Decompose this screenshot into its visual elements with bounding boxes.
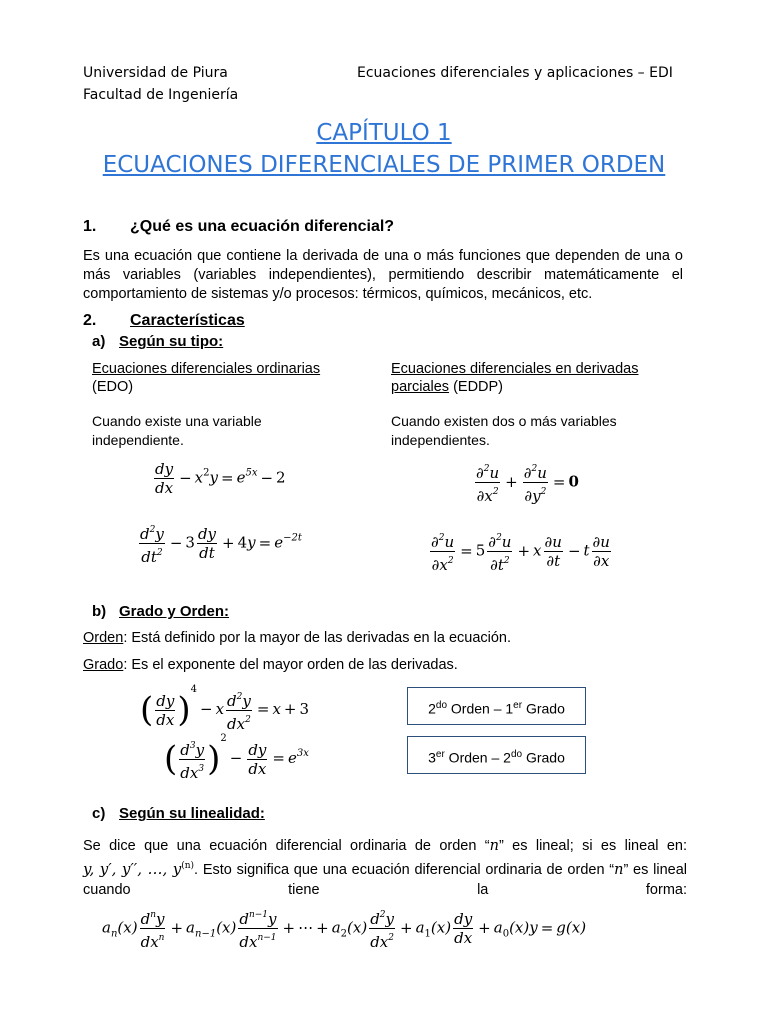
edo-title: Ecuaciones diferenciales ordinarias bbox=[92, 361, 321, 377]
section2b-label: b) bbox=[92, 603, 107, 620]
section2c-label: c) bbox=[92, 805, 106, 822]
edo-equation-2: $\frac{d^2y}{dt^2}$ − 3 $\frac{dy}{dt}$ + $4y = e^{-2t}$ bbox=[140, 525, 302, 566]
eddp-equation-1: $\frac{\partial^2u}{\partial x^2}$ + $\frac{\partial^2u}{\partial y^2}$ = 0 bbox=[476, 464, 579, 505]
eddp-equation-2: $\frac{\partial^2u}{\partial x^2}$ = 5 $\frac{\partial^2u}{\partial t^2}$ + x $\frac{\partial u}{\partial t}$ − t $\frac{\partial u}{\partial x}$ bbox=[431, 533, 610, 574]
section1-text: Es una ecuación que contiene la derivada de una o más funciones que dependen de una o más variables (variables independientes), permitiendo describir matemáticamente el comportamiento de sistemas y/o procesos: térmicos, químicos, mecánicos, etc. bbox=[83, 248, 683, 302]
order-degree-box-2: 3er Orden – $2^{do}$ Grado bbox=[407, 736, 586, 774]
edo-desc: Cuando existe una variable independiente. bbox=[92, 413, 262, 448]
edo-equation-1: $\frac{dy}{dx}$ − $x^2y = e^{5x} - 2$ bbox=[155, 460, 286, 497]
chapter-title: ECUACIONES DIFERENCIALES DE PRIMER ORDEN bbox=[102, 152, 666, 178]
section2a-label: a) bbox=[92, 333, 106, 350]
header-university: Universidad de Piura bbox=[83, 65, 228, 81]
grado-definition: Grado: Es el exponente del mayor orden de las derivadas. bbox=[83, 657, 458, 673]
eddp-title-2: parciales (EDDP) bbox=[391, 379, 504, 395]
linearity-text: Se dice que una ecuación diferencial ordinaria de orden “n” es lineal; si es lineal en: y, y′, y′′, …, $y^{(n)}$. Esto significa que una ecuación diferencial ordinaria de orden “n” es lineal cuando tiene la forma: bbox=[83, 838, 687, 898]
header-faculty: Facultad de Ingeniería bbox=[83, 87, 239, 103]
grado-equation-1: ( $\frac{dy}{dx}$ )$^4$− x $\frac{d^2y}{dx^2}$ = x + 3 bbox=[140, 684, 310, 733]
linear-ode-general-form: $a_n(x)$ $\frac{d^ny}{dx^n}$ + $a_{n-1}(x)$ $\frac{d^{n-1}y}{dx^{n-1}}$ + ⋯ + $a_2(x)$ $\frac{d^2y}{dx^2}$ + $a_1(x)$ $\frac{dy}{dx}$ + $a_0(x)y = g(x)$ bbox=[102, 910, 587, 951]
section1-heading: ¿Qué es una ecuación diferencial? bbox=[130, 218, 395, 235]
order-degree-box-1: $2^{do}$ Orden – 1er Grado bbox=[407, 687, 586, 725]
section2a-heading: Según su tipo: bbox=[119, 333, 224, 350]
section2-heading: Características bbox=[130, 312, 245, 329]
orden-definition: Orden: Está definido por la mayor de las derivadas en la ecuación. bbox=[83, 630, 512, 646]
eddp-title: Ecuaciones diferenciales en derivadas bbox=[391, 361, 639, 377]
section2b-heading: Grado y Orden: bbox=[119, 603, 230, 620]
section2c-heading: Según su linealidad: bbox=[119, 805, 265, 822]
chapter-label: CAPÍTULO 1 bbox=[316, 120, 452, 146]
edo-abbr: (EDO) bbox=[92, 379, 134, 395]
header-course: Ecuaciones diferenciales y aplicaciones – EDI bbox=[357, 65, 673, 81]
eddp-desc: Cuando existen dos o más variables independientes. bbox=[391, 413, 617, 448]
section2-number: 2. bbox=[83, 312, 97, 329]
grado-equation-2: ( $\frac{d^3y}{dx^3}$ )$^2$− $\frac{dy}{dx}$ = $e^{3x}$ bbox=[164, 733, 309, 782]
section1-number: 1. bbox=[83, 218, 97, 235]
